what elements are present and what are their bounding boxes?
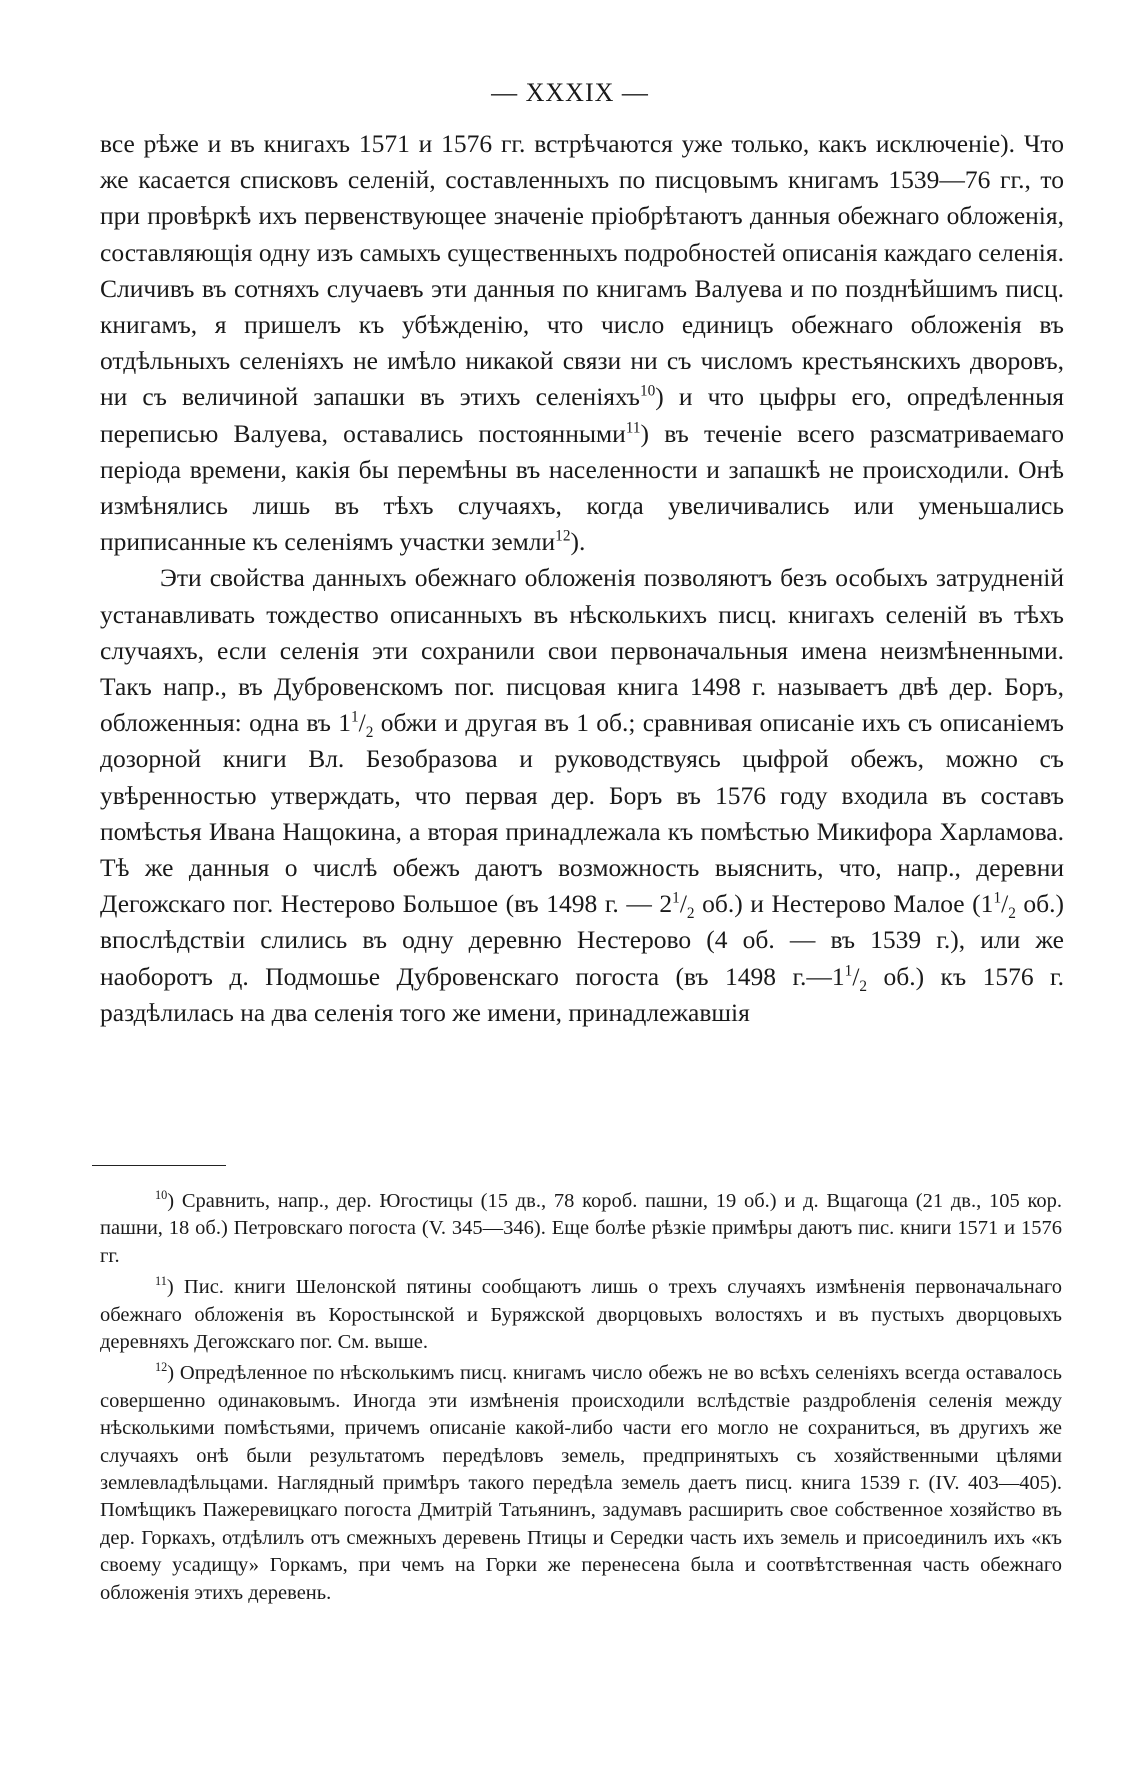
footnote-mark: 11 xyxy=(155,1274,167,1289)
fraction-numerator: 1 xyxy=(844,962,853,980)
paragraph-text: ) и что цыфры его, опредѣленныя переписью Валуева, оставались постоянными xyxy=(100,382,1064,448)
footnote-ref-10[interactable]: 10 xyxy=(640,382,656,400)
paragraph-1 xyxy=(100,126,1064,560)
footnote-text: ) Опредѣленное по нѣсколькимъ писц. книгамъ число обежъ не во всѣхъ селеніяхъ всегда оставалось совершенно одинаковымъ. Иногда эти измѣненія происходили вслѣдствіе раздробленія селенія между нѣсколькими помѣстьями, причемъ описаніе какой-либо части его могло не сохраниться, въ другихъ же случаяхъ онѣ были результатомъ передѣловъ земель, предпринятыхъ съ хозяйственными цѣлями землевладѣльцами. Наглядный примѣръ такого передѣла земель даетъ писц. книга 1539 г. (IV. 403—405). Помѣщикъ Пажеревицкаго погоста Дмитрій Татьянинъ, задумавъ расширить свое собственное хозяйство въ дер. Горкахъ, отдѣлилъ отъ смежныхъ деревень Птицы и Середки часть ихъ земель и присоединилъ ихъ «къ своему усадищу» Горкамъ, при чемъ на Горки же перенесена была и соотвѣтственная часть обежнаго обложенія этихъ деревень. xyxy=(100,1362,1062,1604)
paragraph-text: обжи и другая въ 1 об.; сравнивая описаніе ихъ съ описаніемъ дозорной книги Вл. Безобразова и руководствуясь цыфрой обежъ, можно съ увѣренностью утверждать, что первая дер. Боръ въ 1576 году входила въ составъ помѣстья Ивана Нащокина, а вторая принадлежала къ помѣстью Микифора Харламова. Тѣ же данныя о числѣ обежъ даютъ возможность выяснить, что, напр., деревни Дегожскаго пог. Нестерово Большое (въ 1498 г. — 2 xyxy=(100,708,1064,919)
footnote-ref-11[interactable]: 11 xyxy=(625,419,641,437)
fraction-denominator: 2 xyxy=(859,977,868,995)
footnote-divider xyxy=(92,1165,226,1166)
paragraph-text: об.) къ 1576 г. раздѣлилась на два селенія того же имени, принадлежавшія xyxy=(100,961,1064,1027)
paragraph-text: об.) и Нестерово Малое (1 xyxy=(694,889,994,919)
fraction-numerator: 1 xyxy=(351,708,359,726)
paragraph-text: все рѣже и въ книгахъ 1571 и 1576 гг. встрѣчаются уже только, какъ исключеніе). Что же касается списковъ селеній, составленныхъ по писцовымъ книгамъ 1539—76 гг., то при провѣркѣ ихъ первенствующее значеніе пріобрѣтаютъ данныя обежнаго обложенія, составляющія одну изъ самыхъ существенныхъ подробностей описанія каждаго селенія. Сличивъ въ сотняхъ случаевъ эти данныя по книгамъ Валуева и по позднѣйшимъ писц. книгамъ, я пришелъ къ убѣжденію, что число единицъ обежнаго обложенія въ отдѣльныхъ селеніяхъ не имѣло никакой связи ни съ числомъ крестьянскихъ дворовъ, ни съ величиной запашки въ этихъ селеніяхъ xyxy=(100,129,1064,412)
page-number: — XXXIX — xyxy=(491,78,649,107)
footnote-ref-12[interactable]: 12 xyxy=(555,527,571,545)
paragraph-text: ) въ теченіе всего разсматриваемаго періода времени, какія бы перемѣны въ населенности и запашкѣ не происходили. Онѣ измѣнялись лишь въ тѣхъ случаяхъ, когда увеличивались или уменьшались приписанные къ селеніямъ участки земли xyxy=(100,418,1065,557)
fraction-denominator: 2 xyxy=(365,724,374,742)
paragraph-2: Эти свойства данныхъ обежнаго обложенія позволяютъ безъ особыхъ затрудненій устанавливать тождество описанныхъ въ нѣсколькихъ писц. книгахъ селеній въ тѣхъ случаяхъ, если селенія эти сохранили свои первоначальныя имена неизмѣненными. Такъ напр., въ Дубровенскомъ пог. писцовая книга 1498 г. называетъ двѣ дер. Боръ, обложенныя: одна въ $1^1/_2$ обжи и другая въ 1 об.; сравнивая описаніе ихъ съ описаніемъ дозорной книги Вл. Безобразова и руководствуясь цыфрой обежъ, можно съ увѣренностью утверждать, что первая дер. Боръ въ 1576 году входила въ составъ помѣстья Ивана Нащокина, а вторая принадлежала къ помѣстью Микифора Харламова. Тѣ же данныя о числѣ обежъ даютъ возможность выяснить, что, напр., деревни Дегожскаго пог. Нестерово Большое (въ 1498 г. — $2^1/_2$ об.) и Нестерово Малое ($1^1/_2$ об.) впослѣдствіи слились въ одну деревню Нестерово (4 об. — въ 1539 г.), или же наоборотъ д. Подмошье Дубровенскаго погоста (въ 1498 $г.—1^1/_2$ об.) къ 1576 г. раздѣлилась на два селенія того же имени, принадлежавшія xyxy=(100,563,1064,1027)
main-text xyxy=(100,126,1064,1031)
fraction-numerator: 1 xyxy=(993,889,1002,907)
footnote-mark: 10 xyxy=(155,1188,168,1203)
footnote-text: ) Сравнить, напр., дер. Югостицы (15 дв., 78 короб. пашни, 19 об.) и д. Вщагоща (21 дв., 105 кор. пашни, 18 об.) Петровскаго погоста (V. 345—346). Еще болѣе рѣзкіе примѣры даютъ пис. книги 1571 и 1576 гг. xyxy=(100,1190,1062,1267)
footnotes xyxy=(100,1188,1062,1611)
footnote-mark: 12 xyxy=(155,1360,168,1375)
paragraph-text: об.) впослѣдствіи слились въ одну деревню Нестерово (4 об. — въ 1539 г.), или же наоборотъ д. Подмошье Дубровенскаго погоста (въ 1498 г.—1 xyxy=(100,889,1064,991)
footnote-12 xyxy=(100,1360,1062,1607)
paragraph-text: ). xyxy=(570,527,586,557)
fraction-numerator: 1 xyxy=(672,889,680,907)
footnote-10 xyxy=(100,1188,1062,1270)
fraction-denominator: 2 xyxy=(1008,905,1016,923)
footnote-11 xyxy=(100,1274,1062,1356)
paragraph-text: Эти свойства данныхъ обежнаго обложенія позволяютъ безъ особыхъ затрудненій устанавливать тождество описанныхъ въ нѣсколькихъ писц. книгахъ селеній въ тѣхъ случаяхъ, если селенія эти сохранили свои первоначальныя имена неизмѣненными. Такъ напр., въ Дубровенскомъ пог. писцовая книга 1498 г. называетъ двѣ дер. Боръ, обложенныя: одна въ 1 xyxy=(100,563,1064,738)
footnote-text: ) Пис. книги Шелонской пятины сообщаютъ лишь о трехъ случаяхъ измѣненія первоначальнаго обежнаго обложенія въ Коростынской и Буряжской дворцовыхъ волостяхъ и въ пустыхъ дворцовыхъ деревняхъ Дегожскаго пог. См. выше. xyxy=(100,1276,1062,1354)
fraction-denominator: 2 xyxy=(686,905,695,923)
